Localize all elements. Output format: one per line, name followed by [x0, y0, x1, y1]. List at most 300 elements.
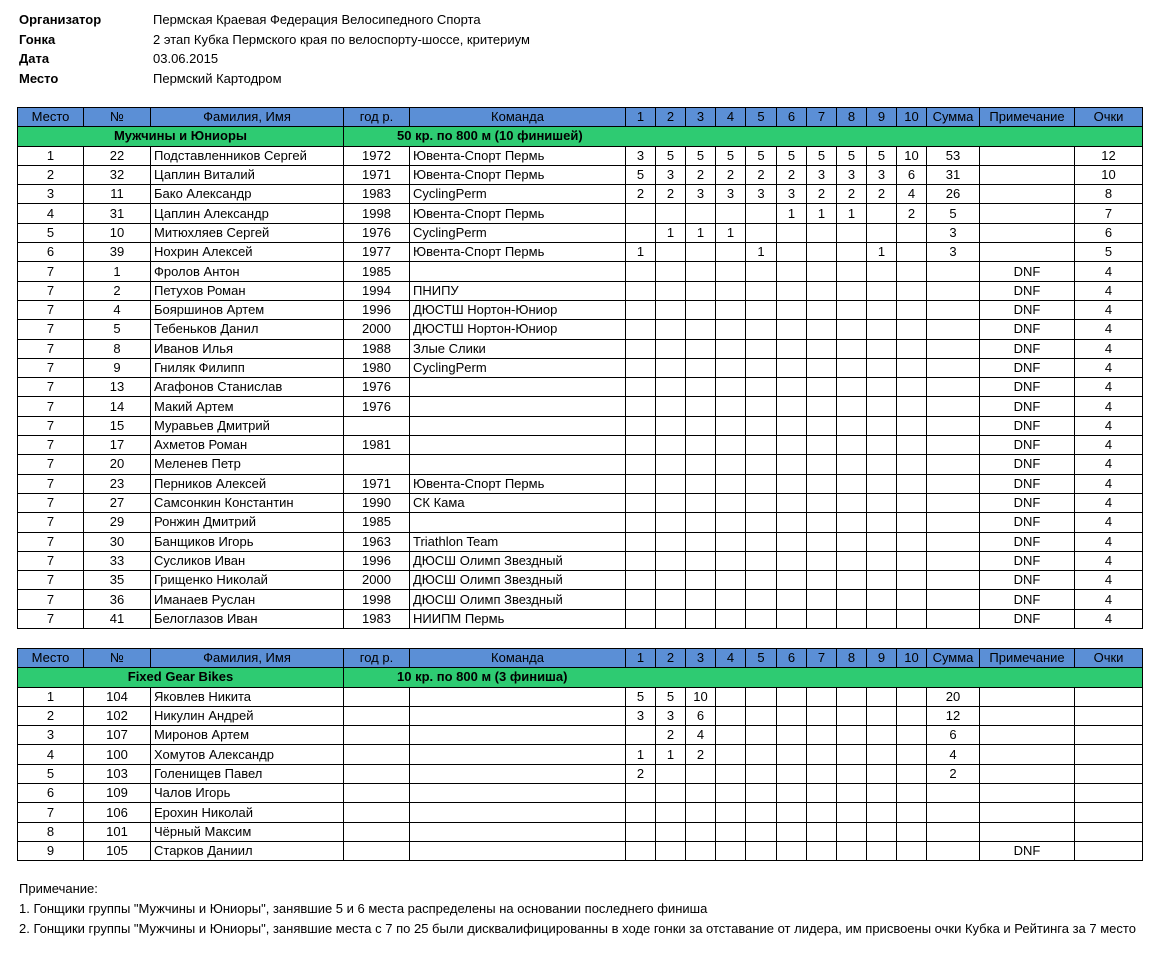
table-cell: 14 — [84, 397, 151, 416]
table-cell — [686, 841, 716, 860]
table-cell — [716, 687, 746, 706]
table-cell — [807, 455, 837, 474]
table-cell — [656, 532, 686, 551]
table-cell — [410, 397, 626, 416]
table-cell — [867, 262, 897, 281]
table-cell: Бако Александр — [151, 185, 344, 204]
table-cell: 15 — [84, 416, 151, 435]
table-cell — [746, 339, 777, 358]
table-cell — [746, 551, 777, 570]
table-cell — [686, 204, 716, 223]
table-cell — [837, 378, 867, 397]
table-cell — [837, 436, 867, 455]
table-cell — [686, 784, 716, 803]
table-cell — [777, 339, 807, 358]
table-cell: 7 — [18, 416, 84, 435]
table-cell: 17 — [84, 436, 151, 455]
table-cell — [927, 436, 980, 455]
table-cell — [867, 841, 897, 860]
table-cell — [626, 822, 656, 841]
table-cell — [656, 493, 686, 512]
table-cell — [716, 436, 746, 455]
column-header: 1 — [626, 649, 656, 668]
table-cell: 7 — [18, 803, 84, 822]
table-cell — [626, 455, 656, 474]
table-cell — [746, 455, 777, 474]
table-cell — [777, 436, 807, 455]
table-cell: 4 — [84, 300, 151, 319]
table-cell — [837, 784, 867, 803]
table-cell — [626, 397, 656, 416]
table-row — [18, 416, 1143, 435]
table-cell — [897, 706, 927, 725]
table-cell — [807, 513, 837, 532]
column-header: 8 — [837, 108, 867, 127]
table-cell — [656, 397, 686, 416]
table-cell: 1 — [18, 687, 84, 706]
table-cell — [410, 764, 626, 783]
table-cell — [927, 551, 980, 570]
table-cell — [686, 822, 716, 841]
table-cell: Голенищев Павел — [151, 764, 344, 783]
table-cell: 3 — [626, 146, 656, 165]
table-cell: 2 — [18, 706, 84, 725]
table-cell — [686, 378, 716, 397]
table-cell — [716, 243, 746, 262]
table-cell — [897, 262, 927, 281]
table-cell — [746, 687, 777, 706]
table-cell — [980, 243, 1075, 262]
table-cell — [980, 764, 1075, 783]
column-header: 5 — [746, 649, 777, 668]
table-cell: 105 — [84, 841, 151, 860]
table-cell: DNF — [980, 513, 1075, 532]
table-cell — [716, 397, 746, 416]
table-cell — [686, 513, 716, 532]
results-table-men-juniors — [17, 107, 1143, 629]
column-header: Команда — [410, 108, 626, 127]
column-header: Место — [18, 649, 84, 668]
group-row — [18, 127, 1143, 146]
table-cell — [927, 784, 980, 803]
table-cell — [746, 764, 777, 783]
table-cell — [897, 513, 927, 532]
table-cell — [716, 455, 746, 474]
table-cell: 3 — [927, 243, 980, 262]
table-cell — [410, 262, 626, 281]
table-cell: 4 — [1075, 378, 1143, 397]
table-cell: 7 — [18, 571, 84, 590]
table-cell — [927, 841, 980, 860]
table-cell — [626, 493, 656, 512]
table-cell — [897, 784, 927, 803]
table-cell: 4 — [1075, 551, 1143, 570]
table-cell — [344, 841, 410, 860]
table-cell — [867, 397, 897, 416]
table-cell: 4 — [1075, 455, 1143, 474]
table-cell: 12 — [1075, 146, 1143, 165]
info-value: Пермский Картодром — [153, 70, 282, 86]
table-cell — [626, 571, 656, 590]
table-cell: DNF — [980, 262, 1075, 281]
table-cell — [867, 455, 897, 474]
table-row — [18, 706, 1143, 725]
table-cell: 5 — [686, 146, 716, 165]
table-cell — [1075, 745, 1143, 764]
table-cell — [716, 300, 746, 319]
table-cell — [777, 609, 807, 628]
table-row — [18, 745, 1143, 764]
table-cell — [867, 223, 897, 242]
table-cell — [807, 474, 837, 493]
table-cell — [777, 764, 807, 783]
table-cell — [867, 204, 897, 223]
column-header: 10 — [897, 108, 927, 127]
notes-title: Примечание: — [19, 881, 98, 896]
table-cell — [927, 320, 980, 339]
table-cell: Ювента-Спорт Пермь — [410, 165, 626, 184]
table-cell: 9 — [84, 358, 151, 377]
table-cell: 6 — [18, 243, 84, 262]
table-cell: 2 — [897, 204, 927, 223]
table-cell — [686, 532, 716, 551]
table-cell — [807, 358, 837, 377]
table-cell — [867, 532, 897, 551]
table-cell — [656, 243, 686, 262]
table-cell: 4 — [1075, 262, 1143, 281]
table-cell: 4 — [1075, 358, 1143, 377]
column-header: Очки — [1075, 649, 1143, 668]
table-cell: DNF — [980, 281, 1075, 300]
table-cell: Цаплин Александр — [151, 204, 344, 223]
table-cell: 20 — [84, 455, 151, 474]
table-cell: CyclingPerm — [410, 223, 626, 242]
table-cell: ПНИПУ — [410, 281, 626, 300]
table-cell: 2 — [867, 185, 897, 204]
table-cell: 2 — [686, 745, 716, 764]
table-row — [18, 185, 1143, 204]
table-cell — [807, 397, 837, 416]
table-cell: Бояршинов Артем — [151, 300, 344, 319]
table-cell — [807, 436, 837, 455]
table-cell — [807, 609, 837, 628]
table-cell — [837, 726, 867, 745]
table-cell: 1 — [84, 262, 151, 281]
table-cell: Сусликов Иван — [151, 551, 344, 570]
table-cell: 3 — [837, 165, 867, 184]
column-header: 4 — [716, 108, 746, 127]
table-cell — [867, 726, 897, 745]
table-cell — [656, 784, 686, 803]
table-cell — [746, 571, 777, 590]
column-header: 7 — [807, 108, 837, 127]
table-cell — [746, 262, 777, 281]
table-cell: 9 — [18, 841, 84, 860]
table-cell: 35 — [84, 571, 151, 590]
table-cell: ДЮСТШ Нортон-Юниор — [410, 300, 626, 319]
table-cell — [897, 687, 927, 706]
table-cell: 7 — [18, 378, 84, 397]
group-row — [18, 668, 1143, 687]
table-cell — [410, 455, 626, 474]
table-cell — [410, 745, 626, 764]
table-cell: DNF — [980, 300, 1075, 319]
table-body — [18, 127, 1143, 629]
table-cell: Ювента-Спорт Пермь — [410, 204, 626, 223]
table-cell: Агафонов Станислав — [151, 378, 344, 397]
note-item: 1. Гонщики группы "Мужчины и Юниоры", занявшие 5 и 6 места распределены на основании последнего финиша — [19, 901, 708, 916]
table-cell: 41 — [84, 609, 151, 628]
table-row — [18, 532, 1143, 551]
table-cell — [837, 416, 867, 435]
table-cell: 4 — [1075, 571, 1143, 590]
table-cell — [897, 455, 927, 474]
table-cell: 5 — [746, 146, 777, 165]
table-row — [18, 590, 1143, 609]
table-cell: 5 — [626, 165, 656, 184]
table-cell — [686, 262, 716, 281]
table-cell: DNF — [980, 551, 1075, 570]
table-cell — [344, 687, 410, 706]
table-cell — [897, 841, 927, 860]
table-cell — [777, 262, 807, 281]
table-cell — [867, 764, 897, 783]
table-cell: DNF — [980, 493, 1075, 512]
table-cell: 2 — [656, 185, 686, 204]
table-cell: 7 — [18, 436, 84, 455]
table-cell — [897, 243, 927, 262]
table-cell — [807, 262, 837, 281]
table-cell: 5 — [656, 687, 686, 706]
table-cell — [716, 474, 746, 493]
table-cell — [716, 571, 746, 590]
table-cell — [837, 551, 867, 570]
table-cell: 101 — [84, 822, 151, 841]
table-cell: 1996 — [344, 300, 410, 319]
table-cell: 1972 — [344, 146, 410, 165]
table-cell: Нохрин Алексей — [151, 243, 344, 262]
table-cell — [867, 571, 897, 590]
table-cell — [626, 784, 656, 803]
table-cell — [626, 281, 656, 300]
table-cell: 30 — [84, 532, 151, 551]
table-cell: 3 — [18, 185, 84, 204]
table-cell — [1075, 803, 1143, 822]
table-row — [18, 687, 1143, 706]
table-cell: 4 — [1075, 609, 1143, 628]
table-cell — [980, 165, 1075, 184]
table-cell — [867, 474, 897, 493]
table-cell — [716, 726, 746, 745]
table-cell — [867, 320, 897, 339]
table-cell — [656, 803, 686, 822]
table-cell — [656, 339, 686, 358]
table-cell — [1075, 726, 1143, 745]
table-cell: НИИПМ Пермь — [410, 609, 626, 628]
table-row — [18, 436, 1143, 455]
table-cell: 4 — [1075, 300, 1143, 319]
column-header: 10 — [897, 649, 927, 668]
table-row — [18, 358, 1143, 377]
table-cell — [807, 532, 837, 551]
table-cell — [716, 416, 746, 435]
table-cell: 3 — [18, 726, 84, 745]
table-cell — [807, 590, 837, 609]
table-cell — [807, 551, 837, 570]
table-row — [18, 262, 1143, 281]
table-row — [18, 339, 1143, 358]
table-cell — [626, 223, 656, 242]
table-cell: 11 — [84, 185, 151, 204]
table-cell — [807, 571, 837, 590]
table-cell: 5 — [18, 764, 84, 783]
table-cell: 1985 — [344, 513, 410, 532]
info-label: Дата — [19, 51, 50, 66]
table-cell — [716, 532, 746, 551]
table-cell — [746, 378, 777, 397]
table-cell: 33 — [84, 551, 151, 570]
table-cell — [344, 706, 410, 725]
table-cell — [807, 378, 837, 397]
table-cell: 7 — [18, 397, 84, 416]
table-cell: 1981 — [344, 436, 410, 455]
table-cell — [837, 493, 867, 512]
info-row-organizer — [19, 10, 530, 30]
table-cell: 23 — [84, 474, 151, 493]
table-cell — [867, 687, 897, 706]
table-cell — [410, 378, 626, 397]
table-cell — [897, 378, 927, 397]
table-cell: 2 — [656, 726, 686, 745]
table-cell — [656, 320, 686, 339]
table-cell — [837, 532, 867, 551]
table-cell: Миронов Артем — [151, 726, 344, 745]
info-label: Место — [19, 70, 59, 86]
table-cell: 3 — [626, 706, 656, 725]
table-cell — [897, 320, 927, 339]
table-cell — [867, 416, 897, 435]
table-cell — [656, 590, 686, 609]
table-cell: 1994 — [344, 281, 410, 300]
table-row — [18, 474, 1143, 493]
table-cell: Иванов Илья — [151, 339, 344, 358]
table-cell: Triathlon Team — [410, 532, 626, 551]
table-cell — [927, 300, 980, 319]
table-cell — [686, 300, 716, 319]
table-cell: 4 — [1075, 416, 1143, 435]
table-cell — [837, 320, 867, 339]
table-cell — [716, 609, 746, 628]
table-cell — [837, 339, 867, 358]
table-cell: 13 — [84, 378, 151, 397]
table-cell — [897, 339, 927, 358]
table-cell: 2 — [807, 185, 837, 204]
table-cell: 5 — [656, 146, 686, 165]
table-cell — [1075, 687, 1143, 706]
table-cell: 1990 — [344, 493, 410, 512]
column-header: Примечание — [980, 108, 1075, 127]
table-cell: 1 — [807, 204, 837, 223]
table-cell — [897, 551, 927, 570]
table-cell: 102 — [84, 706, 151, 725]
table-cell — [837, 822, 867, 841]
table-cell: 7 — [18, 474, 84, 493]
group-name: Fixed Gear Bikes — [18, 668, 344, 687]
table-cell — [746, 590, 777, 609]
table-cell — [807, 745, 837, 764]
table-cell — [897, 609, 927, 628]
table-cell — [656, 822, 686, 841]
column-header: 6 — [777, 108, 807, 127]
table-row — [18, 493, 1143, 512]
table-cell — [746, 493, 777, 512]
table-cell — [927, 493, 980, 512]
column-header: Команда — [410, 649, 626, 668]
table-cell — [897, 436, 927, 455]
table-cell: Ронжин Дмитрий — [151, 513, 344, 532]
table-cell: Иманаев Руслан — [151, 590, 344, 609]
table-row — [18, 281, 1143, 300]
column-header: 5 — [746, 108, 777, 127]
table-cell: 1 — [656, 745, 686, 764]
column-header: Фамилия, Имя — [151, 108, 344, 127]
table-cell — [777, 243, 807, 262]
table-cell — [897, 416, 927, 435]
table-row — [18, 165, 1143, 184]
table-cell — [626, 513, 656, 532]
table-cell: 3 — [656, 706, 686, 725]
table-cell — [656, 378, 686, 397]
table-cell — [656, 416, 686, 435]
table-cell — [746, 706, 777, 725]
table-cell: 1971 — [344, 474, 410, 493]
table-cell — [867, 281, 897, 300]
table-cell — [837, 571, 867, 590]
column-header: Примечание — [980, 649, 1075, 668]
column-header: год р. — [344, 108, 410, 127]
table-cell — [410, 706, 626, 725]
table-cell: 6 — [686, 706, 716, 725]
table-cell: CyclingPerm — [410, 185, 626, 204]
table-cell — [837, 397, 867, 416]
table-cell: 100 — [84, 745, 151, 764]
table-cell — [867, 513, 897, 532]
table-cell: 1983 — [344, 185, 410, 204]
table-cell — [626, 378, 656, 397]
table-cell — [980, 204, 1075, 223]
table-cell — [927, 609, 980, 628]
table-cell: 10 — [686, 687, 716, 706]
table-row — [18, 551, 1143, 570]
table-cell — [716, 358, 746, 377]
table-cell: 1 — [777, 204, 807, 223]
table-cell: 6 — [897, 165, 927, 184]
table-cell — [686, 397, 716, 416]
table-row — [18, 397, 1143, 416]
table-cell: 3 — [716, 185, 746, 204]
table-cell: Петухов Роман — [151, 281, 344, 300]
table-row — [18, 455, 1143, 474]
table-cell — [837, 243, 867, 262]
table-cell: 4 — [1075, 532, 1143, 551]
table-cell — [897, 822, 927, 841]
table-cell — [867, 784, 897, 803]
table-cell: 1 — [716, 223, 746, 242]
table-cell — [656, 300, 686, 319]
table-cell: 2000 — [344, 571, 410, 590]
table-cell: 4 — [1075, 320, 1143, 339]
table-cell — [927, 378, 980, 397]
